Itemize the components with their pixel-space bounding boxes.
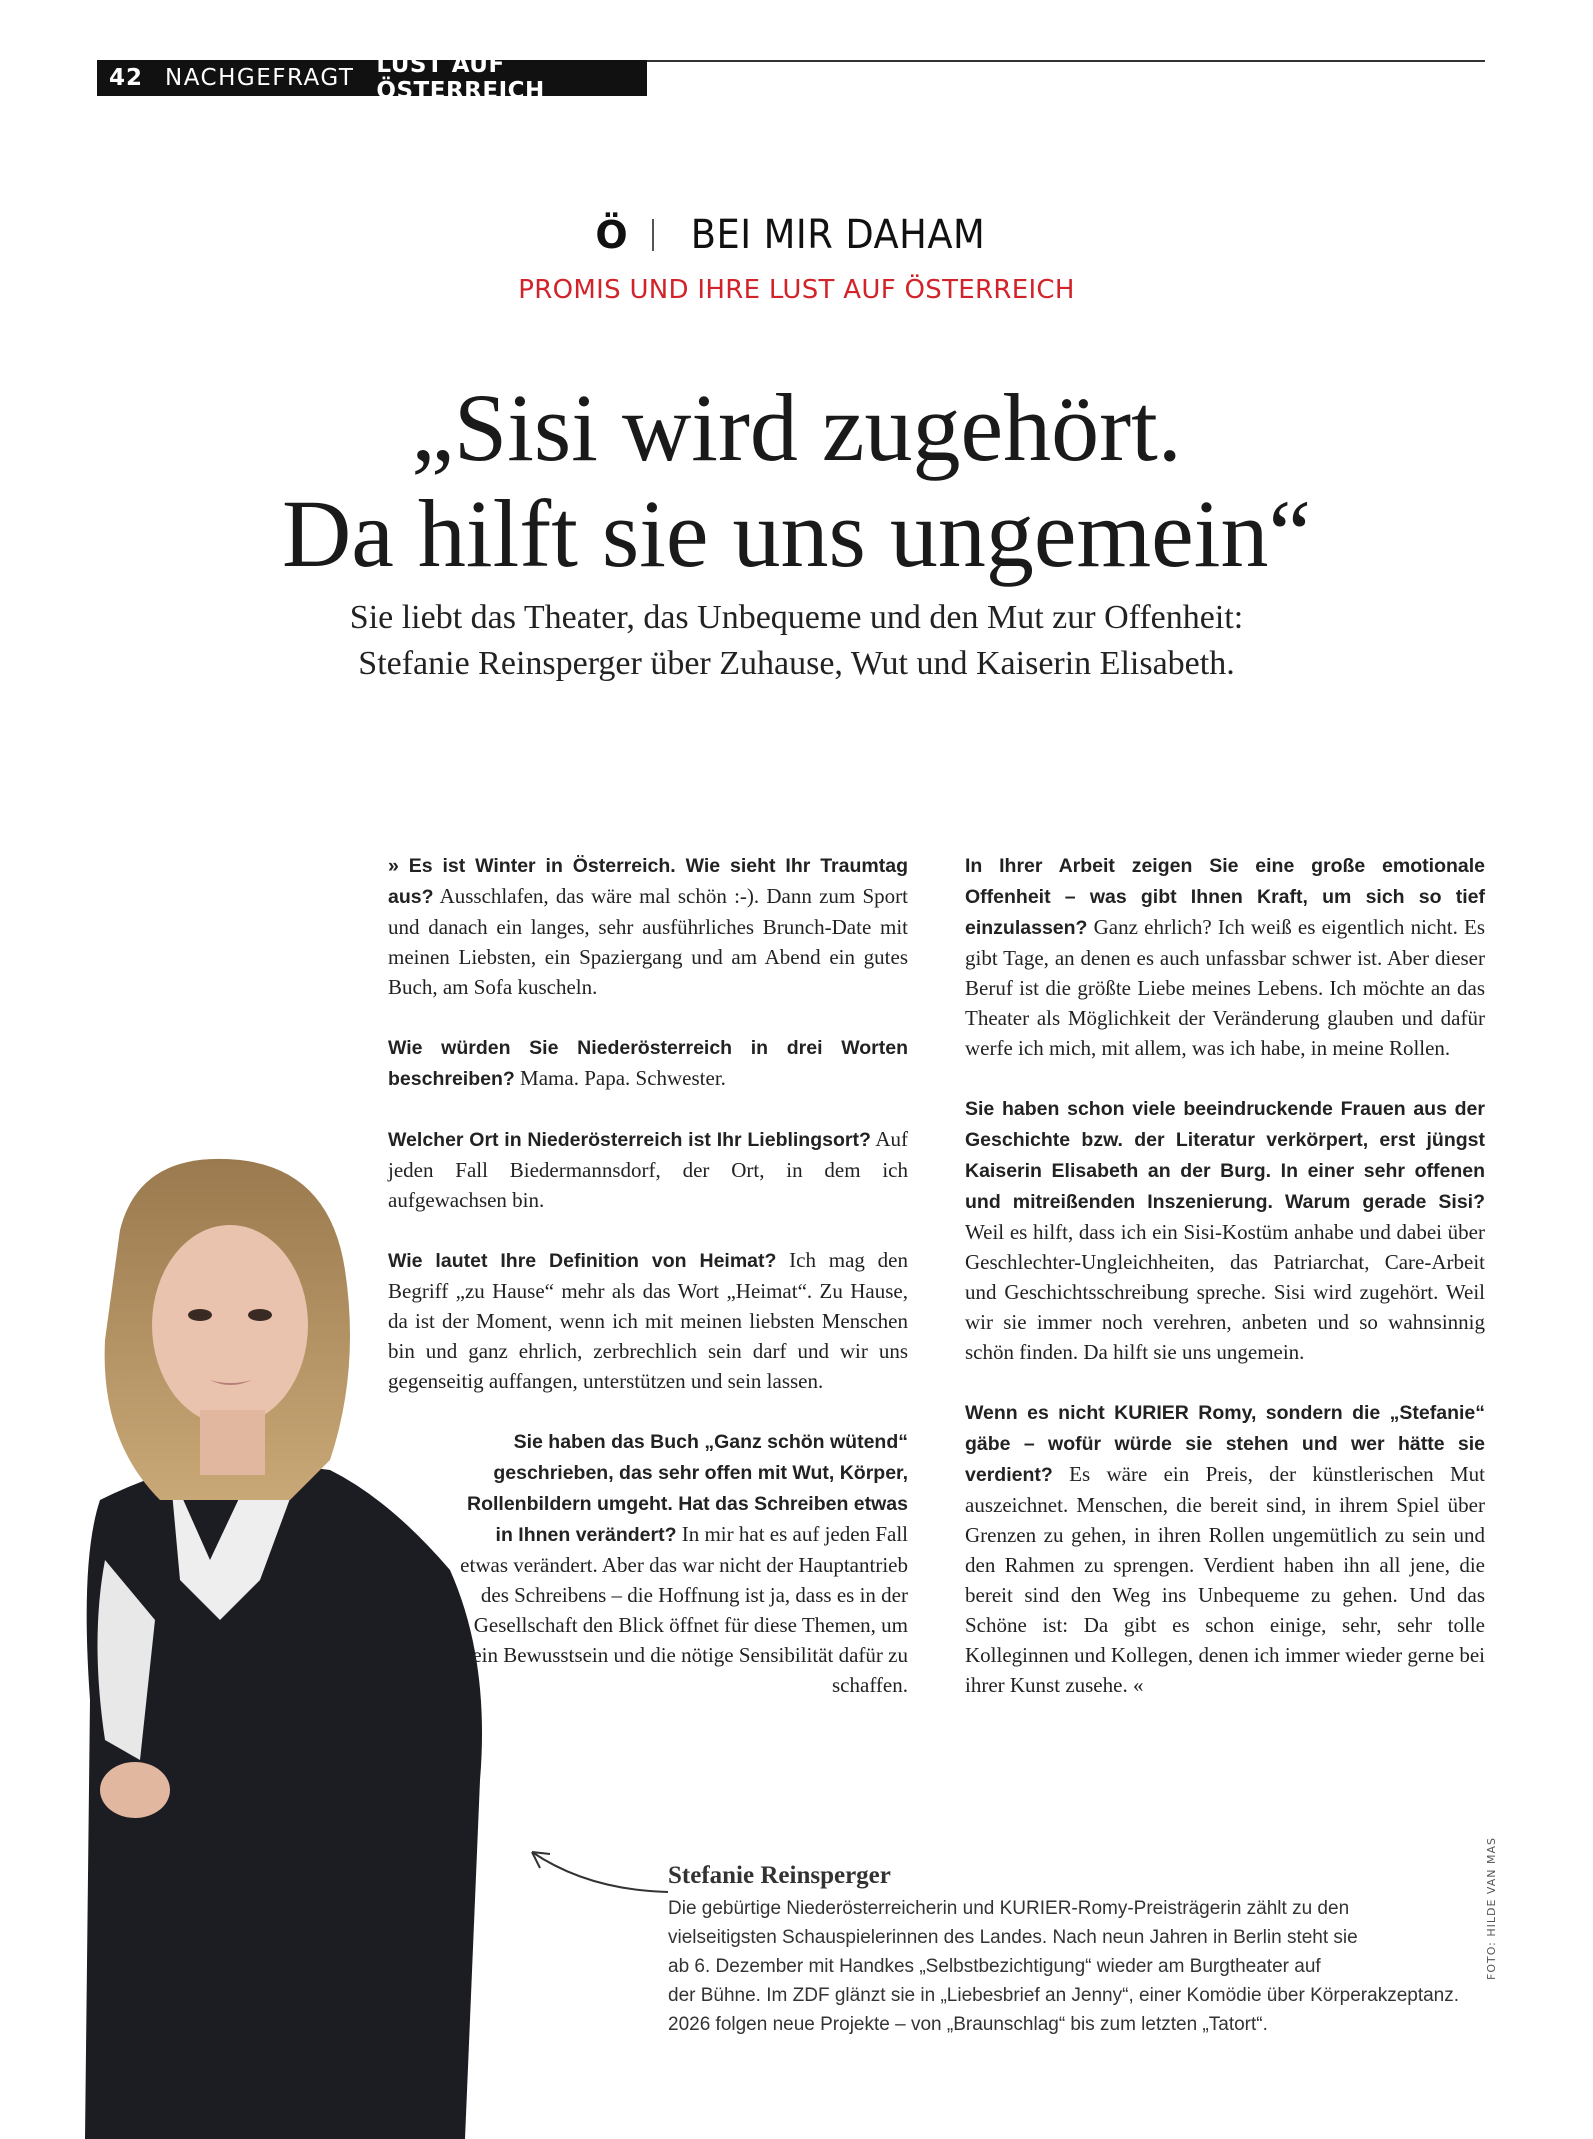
answer: Es wäre ein Preis, der künstlerischen Mut auszeichnet. Menschen, die bereit sind, in ihrem Spiel über Grenzen zu gehen, in ihren Rollen ungemütlich zu sein und den Rahmen zu sprengen. Verdient haben ihn all jene, die bereit sind den Weg ins Unbequeme zu gehen. Und das Schöne ist: Da gibt es schon einige, sehr, sehr tolle Kolleginnen und Kollegen, denen ich immer wieder gerne bei ihrer Kunst zusehe. « (965, 1462, 1485, 1697)
photo-caption (668, 1862, 1468, 2039)
question: Sie haben schon viele beeindruckende Frauen aus der Geschichte bzw. der Literatur verkörpert, erst jüngst Kaiserin Elisabeth an der Burg. In einer sehr offenen und mitreißenden Inszenierung. Warum gerade Sisi? (965, 1098, 1485, 1213)
caption-line: der Bühne. Im ZDF glänzt sie in „Liebesbrief an Jenny“, einer Komödie über Körperakzeptanz. (668, 1985, 1460, 2006)
qa-item (965, 850, 1485, 1063)
caption-arrow-icon (518, 1840, 678, 1900)
answer: Mama. Papa. Schwester. (514, 1066, 726, 1090)
headline-line-2: Da hilft sie uns ungemein“ (281, 480, 1312, 587)
caption-line: vielseitigsten Schauspielerinnen des Landes. Nach neun Jahren in Berlin steht sie (668, 1927, 1358, 1948)
qa-item (965, 1093, 1485, 1367)
deck-line-2: Stefanie Reinsperger über Zuhause, Wut und Kaiserin Elisabeth. (358, 645, 1235, 682)
question: Wie würden Sie Niederösterreich in drei Worten beschreiben? (388, 1037, 908, 1090)
answer: Ausschlafen, das wäre mal schön :-). Dann zum Sport und danach ein langes, sehr ausführliches Brunch-Date mit meinen Liebsten, ein Spaziergang und am Abend ein gutes Buch, am Sofa kuscheln. (388, 884, 908, 999)
question: In Ihrer Arbeit zeigen Sie eine große emotionale Offenheit – was gibt Ihnen Kraft, um sich so tief einzulassen? (965, 855, 1485, 939)
caption-line: ab 6. Dezember mit Handkes „Selbstbezichtigung“ wieder am Burgtheater auf (668, 1956, 1321, 1977)
qa-item (458, 1426, 908, 1700)
question: » Es ist Winter in Österreich. Wie sieht Ihr Traumtag aus? (388, 855, 908, 908)
headline-line-1: „Sisi wird zugehört. (411, 374, 1182, 481)
interview-column-right (965, 850, 1485, 1730)
caption-name: Stefanie Reinsperger (668, 1862, 891, 1889)
kicker-label: BEI MIR DAHAM (690, 212, 985, 258)
interview-column-left (388, 850, 908, 1730)
section-label: NACHGEFRAGT (165, 65, 355, 91)
answer: Ich mag den Begriff „zu Hause“ mehr als das Wort „Heimat“. Zu Hause, da ist der Moment, wenn ich mit meinen liebsten Menschen bin und ganz ehrlich, zerbrechlich sein darf und wir uns gegenseitig auffangen, unterstützen und sein lassen. (388, 1248, 908, 1393)
caption-line: Die gebürtige Niederösterreicherin und KURIER-Romy-Preisträgerin zählt zu den (668, 1898, 1350, 1919)
question: Wie lautet Ihre Definition von Heimat? (388, 1250, 777, 1272)
kicker-subtitle: PROMIS UND IHRE LUST AUF ÖSTERREICH (518, 275, 1075, 305)
section-title: LUST AUF ÖSTERREICH (376, 52, 545, 104)
page-number: 42 (109, 65, 144, 91)
answer: Weil es hilft, dass ich ein Sisi-Kostüm anhabe und dabei über Geschlechter-Ungleichheiten, das Patriarchat, Care-Arbeit und Geschichtsschreibung spreche. Sisi wird zugehört. Weil wir sie immer noch verehren, anbeten und so wahnsinnig schön finden. Da hilft sie uns ungemein. (965, 1220, 1485, 1364)
qa-item (388, 1124, 908, 1215)
caption-body (668, 1894, 1468, 2039)
running-header (97, 52, 647, 104)
qa-item (388, 1032, 908, 1094)
caption-line: 2026 folgen neue Projekte – von „Braunschlag“ bis zum letzten „Tatort“. (668, 2014, 1268, 2035)
answer: Auf jeden Fall Biedermannsdorf, der Ort, in dem ich aufgewachsen bin. (388, 1127, 908, 1212)
qa-item (388, 1245, 908, 1396)
kicker-divider (652, 219, 654, 251)
kicker (0, 212, 1593, 258)
answer: In mir hat es auf jeden Fall etwas verändert. Aber das war nicht der Hauptantrieb des Schreibens – die Hoffnung ist ja, dass es in der Gesellschaft den Blick öffnet für diese Themen, um ein Bewusstsein und die nötige Sensibilität dafür zu schaffen. (460, 1522, 908, 1697)
deck (0, 595, 1593, 687)
oe-logo: Ö (595, 213, 628, 257)
question: Wenn es nicht KURIER Romy, sondern die „Stefanie“ gäbe – wofür würde sie stehen und wer hätte sie verdient? (965, 1402, 1485, 1486)
headline (0, 375, 1593, 587)
photo-credit: FOTO: HILDE VAN MAS (1485, 1836, 1498, 1980)
qa-item (965, 1397, 1485, 1700)
question: Welcher Ort in Niederösterreich ist Ihr Lieblingsort? (388, 1129, 871, 1151)
qa-item (388, 850, 908, 1002)
answer: Ganz ehrlich? Ich weiß es eigentlich nicht. Es gibt Tage, an denen es auch unfassbar schwer ist. Aber dieser Beruf ist die größte Liebe meines Lebens. Ich möchte an das Theater als Möglichkeit der Veränderung glauben und dafür werfe ich mich, mit allem, was ich habe, in meine Rollen. (965, 915, 1485, 1060)
question: Sie haben das Buch „Ganz schön wütend“ geschrieben, das sehr offen mit Wut, Körper, Rollenbildern umgeht. Hat das Schreiben etwas in Ihnen verändert? (466, 1431, 908, 1546)
deck-line-1: Sie liebt das Theater, das Unbequeme und den Mut zur Offenheit: (349, 599, 1244, 636)
header-rule (647, 60, 1485, 62)
